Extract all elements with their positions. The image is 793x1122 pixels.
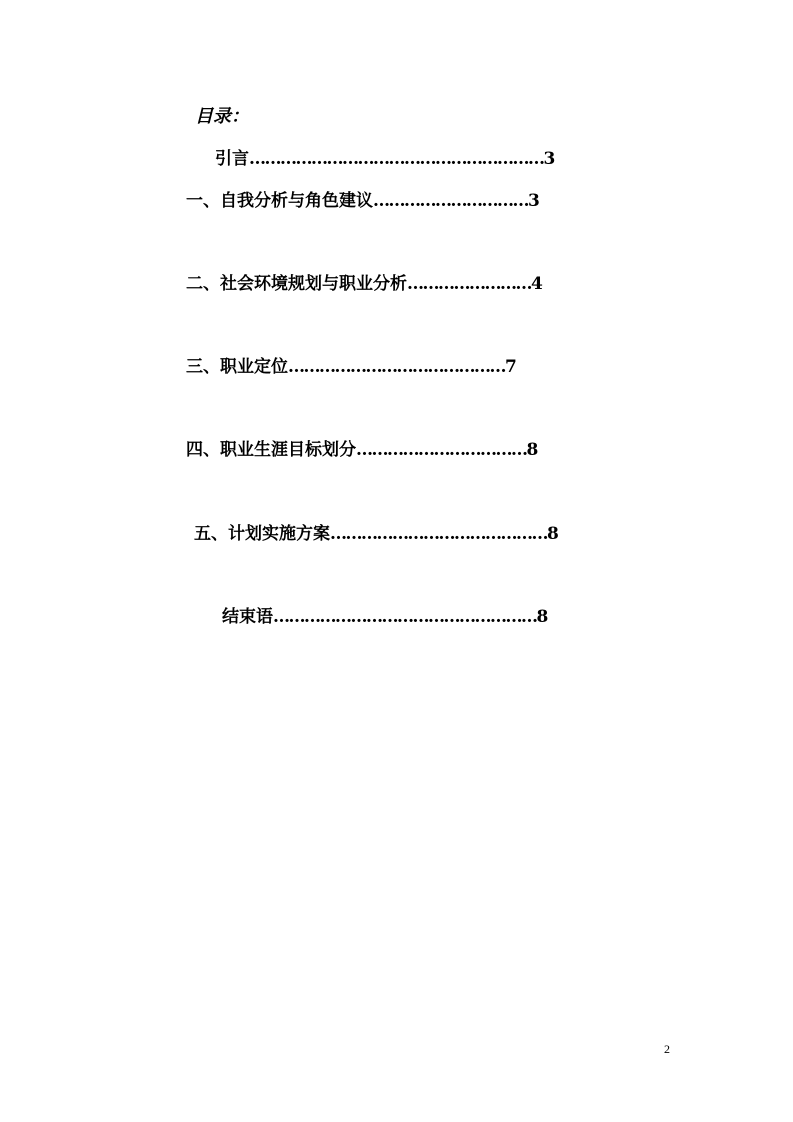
toc-entry-leader: …………………………	[373, 191, 528, 211]
toc-entry-label: 二、社会环境规划与职业分析	[186, 274, 407, 294]
toc-entry-career-goals	[186, 439, 538, 461]
toc-entry-page: 8	[536, 607, 549, 627]
toc-entry-page: 8	[526, 440, 539, 460]
toc-entry-label: 三、职业定位	[186, 357, 288, 377]
toc-entry-intro	[215, 148, 555, 170]
toc-entry-label: 四、职业生涯目标划分	[186, 440, 356, 460]
toc-entry-label: 引言	[215, 149, 249, 169]
toc-entry-leader: ……………………………………………	[273, 607, 537, 627]
toc-entry-page: 8	[547, 524, 559, 544]
toc-entry-self-analysis	[186, 190, 540, 212]
toc-entry-label: 五、计划实施方案	[194, 524, 330, 544]
toc-entry-conclusion	[222, 606, 548, 628]
toc-entry-leader: …………………………………………………	[249, 149, 544, 169]
toc-title: 目录：	[195, 106, 249, 127]
toc-entry-page: 4	[531, 274, 543, 294]
toc-entry-social-environment	[186, 273, 543, 295]
toc-entry-page: 3	[543, 149, 556, 169]
toc-entry-label: 一、自我分析与角色建议	[186, 191, 373, 211]
toc-entry-leader: ……………………	[407, 274, 531, 294]
page-number: 2	[664, 1042, 670, 1056]
toc-entry-label: 结束语	[222, 607, 273, 627]
toc-entry-career-positioning	[186, 356, 517, 378]
toc-entry-page: 3	[528, 191, 540, 211]
toc-entry-leader: ……………………………………	[330, 524, 547, 544]
toc-entry-leader: ……………………………………	[288, 357, 505, 377]
toc-entry-page: 7	[505, 357, 517, 377]
toc-entry-leader: ……………………………	[356, 440, 527, 460]
toc-entry-implementation-plan	[194, 523, 559, 545]
